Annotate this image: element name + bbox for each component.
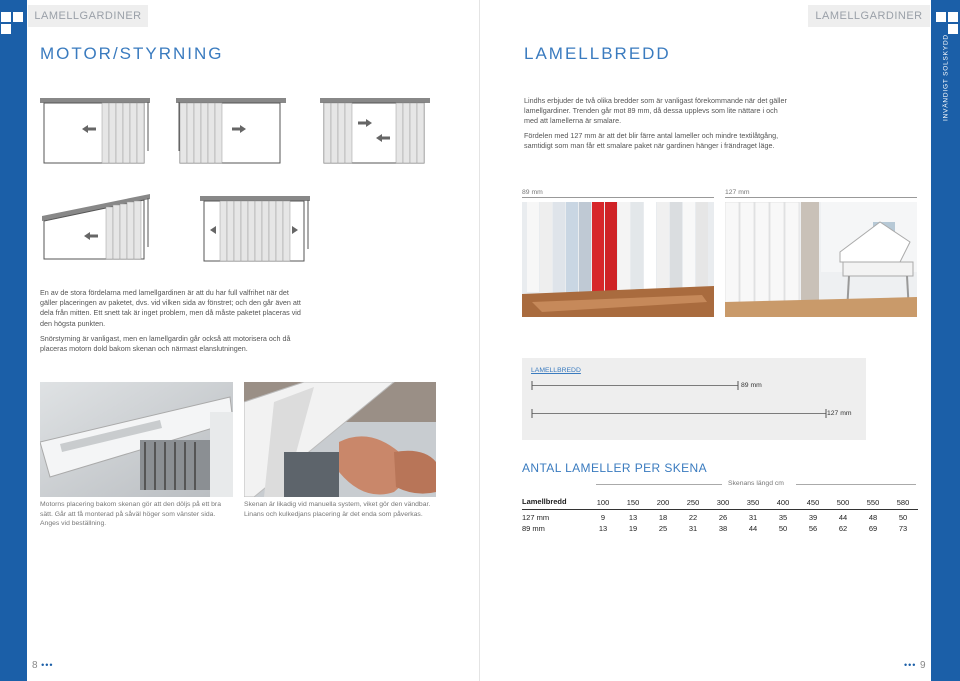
table-row bbox=[522, 523, 918, 534]
width-line-127 bbox=[531, 409, 829, 418]
table-cell: 25 bbox=[658, 524, 668, 533]
table-cell: 56 bbox=[808, 524, 818, 533]
photo-label-89: 89 mm bbox=[522, 189, 543, 196]
table-header-cell: 250 bbox=[686, 498, 700, 507]
photo-label-89-rule bbox=[522, 197, 714, 198]
table-cell: 39 bbox=[808, 513, 818, 522]
right-side-label: INVÄNDIGT SOLSKYDD bbox=[942, 34, 950, 121]
left-page-title: MOTOR/STYRNING bbox=[40, 44, 224, 63]
lamell-table-subheading-rule-right bbox=[796, 484, 916, 485]
left-page-number: 8 ••• bbox=[32, 660, 54, 671]
blind-diagram-split-pack bbox=[320, 96, 432, 168]
table-cell: 13 bbox=[628, 513, 638, 522]
table-header-label: Lamellbredd bbox=[522, 497, 567, 506]
table-cell: 31 bbox=[688, 524, 698, 533]
width-label-89: 89 mm bbox=[741, 382, 762, 389]
table-header-row bbox=[522, 496, 918, 510]
left-body-paragraph-1: En av de stora fördelarna med lamellgardinen är att du har full valfrihet när det gäller placeringen av paketet, dvs. vid vilken sida av fönstret; och den går även att dela från mitten. Ett snett tak är inget problem, men då måste paketet placeras vid den högsta punkten. bbox=[40, 288, 301, 328]
table-row bbox=[522, 510, 918, 524]
right-intro-paragraph-2: Fördelen med 127 mm är att det blir färre antal lameller och mindre textilåtgång, samtidigt som man får ett smalare paket när gardinen hänger i frändraget läge. bbox=[524, 131, 779, 151]
table-cell: 22 bbox=[688, 513, 698, 522]
left-page-number-text: 8 bbox=[32, 660, 38, 671]
table-cell: 13 bbox=[598, 524, 608, 533]
lamell-table-subheading-rule-left bbox=[596, 484, 722, 485]
table-header-cell: 400 bbox=[776, 498, 790, 507]
motor-photo-caption: Motorns placering bakom skenan gör att den döljs på ett bra sätt. Går att få monterad på såväl höger som vänster sida. Anges vid beställning. bbox=[40, 501, 221, 527]
right-page-number-text: 9 bbox=[919, 660, 926, 671]
left-blue-bar bbox=[0, 0, 27, 681]
left-body-paragraph-2: Snörstyrning är vanligast, men en lamellgardin går också att motorisera och då placeras motorn dold bakom skenan och närmast elanslutningen. bbox=[40, 334, 291, 354]
blind-diagram-right-pack bbox=[176, 96, 288, 168]
table-header-cell: 100 bbox=[596, 498, 610, 507]
table-header-cell: 300 bbox=[716, 498, 730, 507]
table-cell: 31 bbox=[748, 513, 758, 522]
table-cell: 44 bbox=[748, 524, 758, 533]
width-label-127: 127 mm bbox=[827, 410, 852, 417]
right-page-number: ••• 9 bbox=[904, 660, 926, 671]
lamell-table-subheading: Skenans längd cm bbox=[728, 480, 784, 487]
photo-label-127: 127 mm bbox=[725, 189, 750, 196]
table-cell: 9 bbox=[600, 513, 606, 522]
table-cell: 38 bbox=[718, 524, 728, 533]
rail-hand-photo bbox=[244, 382, 436, 497]
table-header-cell: 150 bbox=[626, 498, 640, 507]
table-header-cell: 580 bbox=[896, 498, 910, 507]
table-cell: 35 bbox=[778, 513, 788, 522]
lamell-table bbox=[522, 496, 918, 534]
table-header-cell: 500 bbox=[836, 498, 850, 507]
lamell-127-photo bbox=[725, 202, 917, 317]
width-line-89 bbox=[531, 381, 741, 390]
right-section-tag: LAMELLGARDINER bbox=[808, 5, 930, 27]
right-intro-paragraph-1: Lindhs erbjuder de två olika bredder som är vanligast förekommande när det gäller lamellgardiner. Trenden går mot 89 mm, då dessa upplevs som lite nättare i och med att lamellerna är smalare. bbox=[524, 96, 787, 126]
table-header-cell: 450 bbox=[806, 498, 820, 507]
lamell-width-diagram-title: LAMELLBREDD bbox=[531, 367, 581, 374]
lamell-89-photo bbox=[522, 202, 714, 317]
table-cell: 19 bbox=[628, 524, 638, 533]
right-page-title: LAMELLBREDD bbox=[524, 44, 671, 63]
table-cell: 18 bbox=[658, 513, 668, 522]
table-header-cell: 550 bbox=[866, 498, 880, 507]
page-gutter bbox=[479, 0, 480, 681]
blind-diagram-sloped-ceiling bbox=[40, 192, 154, 264]
table-cell: 69 bbox=[868, 524, 878, 533]
table-header-cell: 350 bbox=[746, 498, 760, 507]
rail-photo-caption: Skenan är likadig vid manuella system, viket gör den vändbar. Linans och kulkedjans placering är det enda som påverkas. bbox=[244, 501, 431, 518]
table-header-cell: 200 bbox=[656, 498, 670, 507]
motor-photo bbox=[40, 382, 233, 497]
table-cell: 48 bbox=[868, 513, 878, 522]
table-row-label: 89 mm bbox=[522, 524, 545, 533]
table-cell: 50 bbox=[898, 513, 908, 522]
table-row-label: 127 mm bbox=[522, 513, 550, 522]
table-cell: 26 bbox=[718, 513, 728, 522]
table-cell: 62 bbox=[838, 524, 848, 533]
blind-diagram-center-pack bbox=[200, 194, 314, 266]
photo-label-127-rule bbox=[725, 197, 917, 198]
table-cell: 50 bbox=[778, 524, 788, 533]
lamell-table-heading: ANTAL LAMELLER PER SKENA bbox=[522, 461, 707, 475]
left-section-tag: LAMELLGARDINER bbox=[28, 5, 148, 27]
table-cell: 73 bbox=[898, 524, 908, 533]
table-cell: 44 bbox=[838, 513, 848, 522]
blind-diagram-left-pack bbox=[40, 96, 152, 168]
